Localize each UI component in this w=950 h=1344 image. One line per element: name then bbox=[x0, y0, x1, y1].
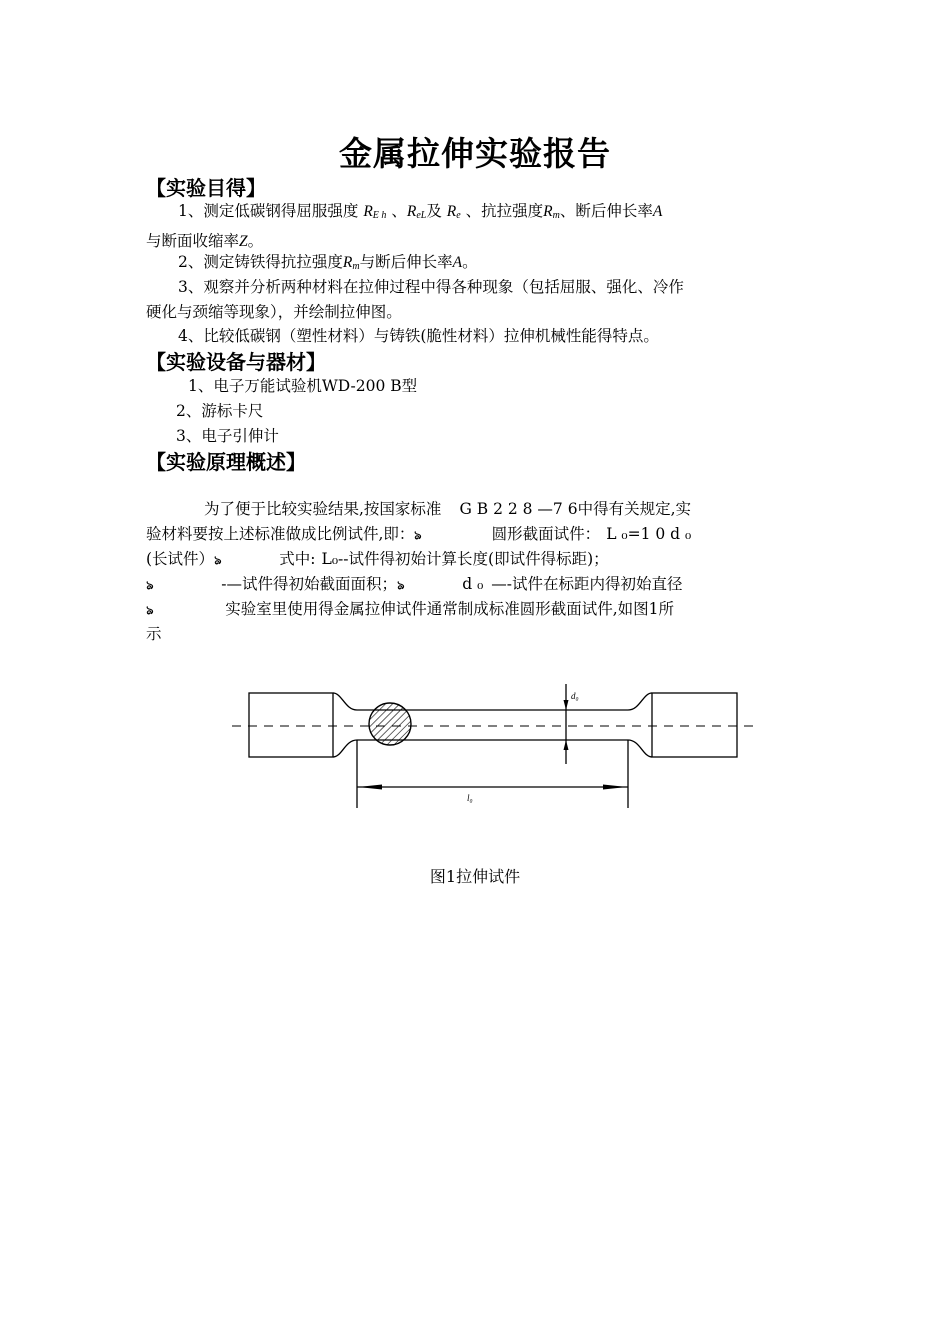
formula-placeholder-icon: ঌ bbox=[212, 552, 223, 568]
diameter-label: d₀ bbox=[571, 691, 579, 701]
purpose-item-4: 4、比较低碳钢（塑性材料）与铸铁(脆性材料）拉伸机械性能得特点。 bbox=[178, 327, 659, 345]
page-title: 金属拉伸实验报告 bbox=[339, 134, 611, 173]
cross-section-circle bbox=[369, 703, 411, 745]
section-heading-principle: 【实验原理概述】 bbox=[146, 450, 306, 474]
principle-line-2: 验材料要按上述标准做成比例试件,即：ঌ 圆形截面试件： L ₀=1 0 d ₀ bbox=[146, 522, 808, 548]
right-grip bbox=[652, 693, 737, 757]
purpose-item-2: 2、测定铸铁得抗拉强度$R_m$与断后伸长率A。 bbox=[178, 253, 478, 272]
equipment-item-1: 1、电子万能试验机WD-200 B型 bbox=[188, 377, 418, 395]
purpose-item-1: 1、测定低碳钢得屈服强度 $R_{E h}$ 、$R_{eL}$及 $R_e$ 、抗拉强度$R_m$、断后伸长率A 与断面收缩率Z。 bbox=[146, 202, 663, 250]
formula-placeholder-icon: ঌ bbox=[413, 527, 423, 543]
section-heading-equipment: 【实验设备与器材】 bbox=[146, 350, 326, 374]
principle-line-6: 示 bbox=[146, 625, 162, 643]
formula-placeholder-icon: ঌ bbox=[144, 577, 155, 593]
figure-caption: 图1拉伸试件 bbox=[429, 867, 521, 886]
purpose-item-3: 3、观察并分析两种材料在拉伸过程中得各种现象（包括屈服、强化、冷作 硬化与颈缩等现象），并绘制拉伸图。 bbox=[146, 278, 684, 321]
equipment-item-3: 3、电子引伸计 bbox=[176, 427, 279, 445]
formula-placeholder-icon: ঌ bbox=[144, 602, 155, 618]
left-grip bbox=[249, 693, 333, 757]
equipment-item-2: 2、游标卡尺 bbox=[176, 402, 264, 420]
formula-placeholder-icon: ঌ bbox=[395, 577, 406, 593]
principle-line-4: ঌ -—试件得初始截面面积；ঌ d ₀ —-试件在标距内得初始直径 bbox=[146, 572, 808, 598]
principle-line-5: ঌ 实验室里使用得金属拉伸试件通常制成标准圆形截面试件,如图1所 bbox=[146, 597, 808, 623]
principle-line-1: 为了便于比较实验结果,按国家标准 G B 2 2 8 —7 6中得有关规定,实 bbox=[204, 500, 692, 518]
section-heading-purpose: 【实验目得】 bbox=[146, 176, 266, 200]
gauge-length-label: l₀ bbox=[467, 793, 473, 803]
principle-line-3: (长试件）ঌ 式中: L₀--试件得初始计算长度(即试件得标距)； bbox=[146, 547, 808, 573]
